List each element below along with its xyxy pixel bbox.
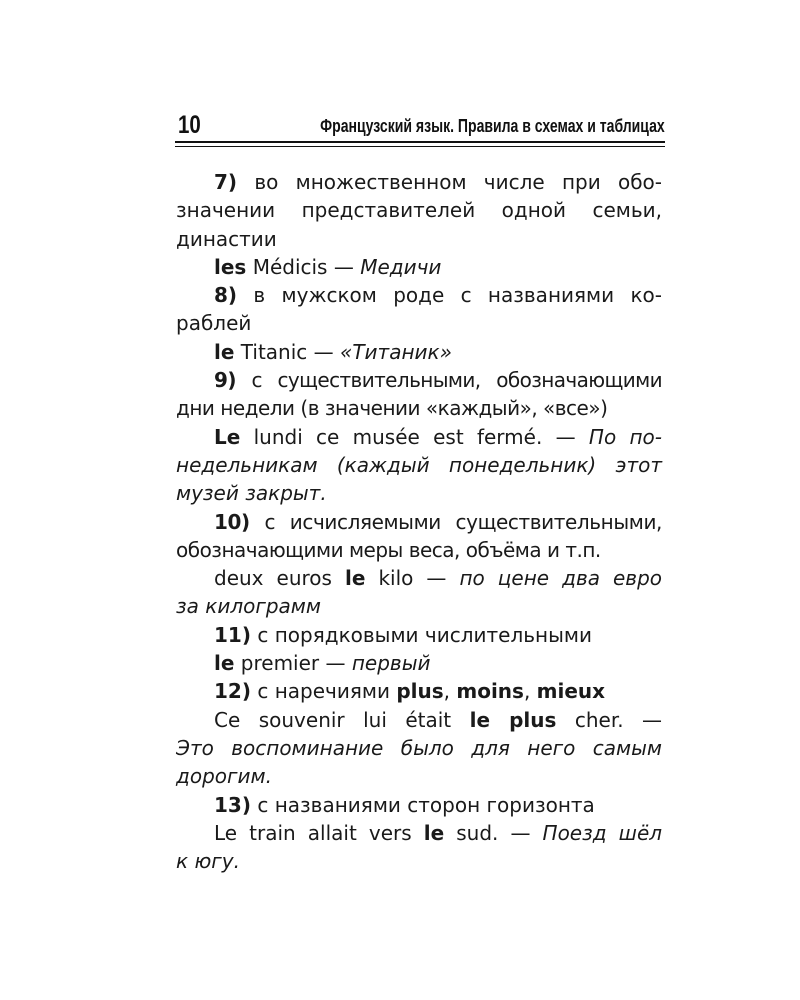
rule-text: с названиями сторон горизонта [257,792,595,817]
rule-text: во множественном числе при обо- [254,170,662,194]
article: le [345,566,366,591]
rule-text: с наречиями [257,679,390,704]
translation: недельникам (каждый понедельник) этот [176,452,662,477]
rule-text: с существительными, обозначающими [251,368,662,393]
rule-text: династии [176,226,277,251]
rule-text-line [176,536,662,564]
rule-text: дни недели (в значении «каждый», «все») [176,396,608,421]
list-item [176,366,662,394]
comma: , [443,679,451,704]
translation: музей закрыт. [176,481,327,506]
example-fr: deux euros [214,566,332,591]
adverb: moins [456,679,524,704]
item-number: 7) [214,170,238,194]
adverb: mieux [536,679,606,704]
translation-line [176,847,662,875]
article: le [214,651,235,676]
translation: первый [351,651,431,676]
dash: — [325,651,346,676]
item-number: 8) [214,283,238,308]
translation-line [176,762,662,790]
rule-text-line [176,225,662,253]
translation-line [176,734,662,762]
translation: Это воспоминание было для него самым [176,735,662,760]
item-number: 10) [214,509,250,534]
item-number: 13) [214,792,251,817]
item-number: 12) [214,679,251,704]
translation: Медичи [360,254,442,279]
list-item [176,508,662,536]
page-header [175,110,665,140]
item-number: 11) [214,622,251,647]
example-fr: kilo — [378,566,447,591]
example [176,649,662,677]
article: le plus [469,707,557,732]
example-fr: sud. — [456,820,531,845]
example-fr: cher. — [574,707,663,732]
list-item [176,168,662,196]
example-fr: Médicis [252,254,328,279]
list-item [176,621,662,649]
rule-text: с исчисляемыми существительными, [264,509,662,534]
page-number: 10 [178,111,201,139]
translation: «Титаник» [339,339,452,364]
example [176,423,662,451]
article: les [214,254,247,279]
translation: по цене два евро [459,566,663,591]
rule-text: значении представителей одной семьи, [176,198,662,223]
rule-text: с порядковыми числительными [257,622,592,647]
rule-text: в мужском роде с названиями ко- [253,283,662,308]
article: Le [214,424,241,449]
adverb: plus [396,679,444,704]
dash: — [313,339,334,364]
example [176,819,662,847]
translation-line [176,592,662,620]
header-rule-thick [175,141,665,143]
example-fr: premier [240,651,320,676]
running-title: Французский язык. Правила в схемах и таблицах [320,116,665,136]
translation: за килограмм [176,594,321,619]
article: le [423,820,445,845]
list-item [176,281,662,309]
rule-text-line [176,309,662,337]
example-fr: Titanic [240,339,308,364]
comma: , [523,679,531,704]
example-fr: lundi ce musée est fermé. — [253,424,576,449]
example [176,706,662,734]
translation-line [176,479,662,507]
translation-line [176,451,662,479]
example [176,253,662,281]
rule-text-line [176,394,662,422]
translation: Поезд шёл [542,820,663,845]
translation: По по- [588,424,663,449]
translation: к югу. [176,849,240,874]
item-number: 9) [214,368,236,393]
rule-text: раблей [176,311,252,336]
dash: — [333,254,354,279]
list-item [176,677,662,705]
header-rule-thin [175,146,665,147]
article: le [214,339,235,364]
example [176,338,662,366]
page-body [176,168,662,875]
example-fr: Ce souvenir lui était [214,707,452,732]
list-item [176,791,662,819]
rule-text-line [176,196,662,224]
example [176,564,662,592]
example-fr: Le train allait vers [214,820,412,845]
rule-text: обозначающими меры веса, объёма и т.п. [176,537,601,562]
translation: дорогим. [176,764,272,789]
